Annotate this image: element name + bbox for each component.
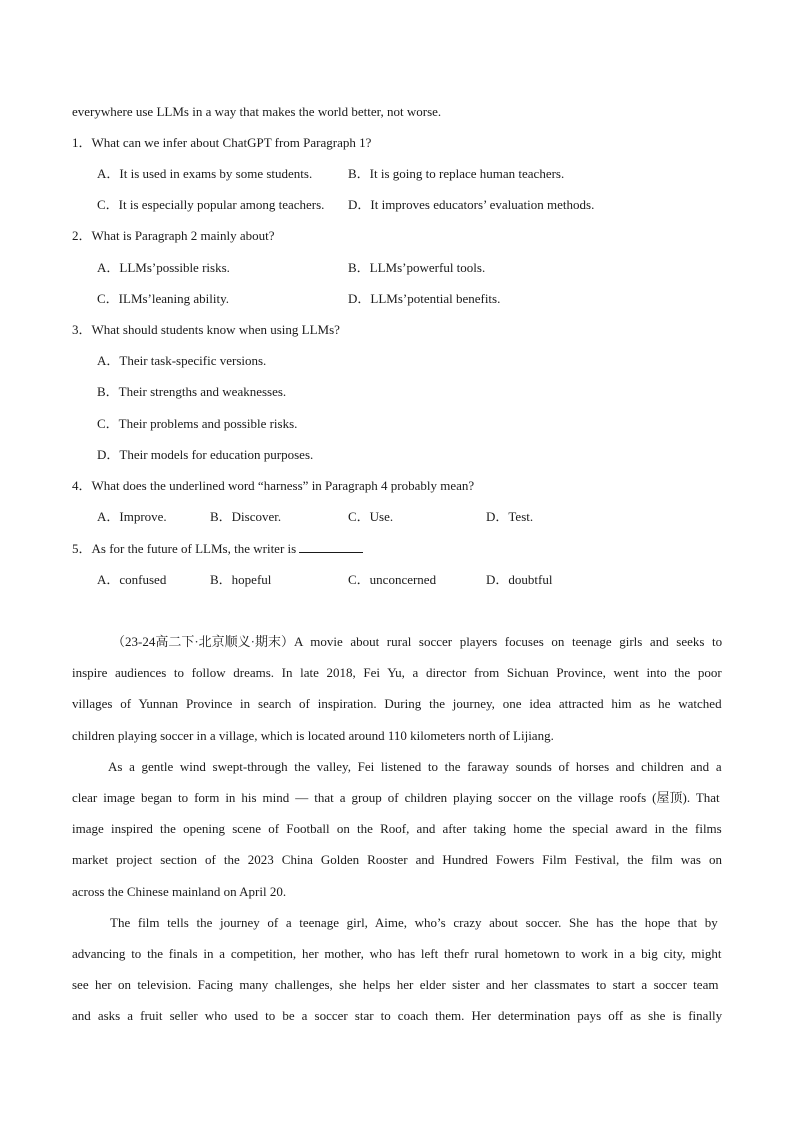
question-3-option-a[interactable]: A．Their task-specific versions. [97,353,267,368]
question-1-option-b[interactable]: B．It is going to replace human teachers. [348,166,565,181]
question-5-stem-text: 5．As for the future of LLMs, the writer is [72,541,297,556]
passage-p2-line-1: As a gentle wind swept-through the valley, Fei listened to the faraway sounds of horses and children and a [108,759,722,774]
passage-p3-line-1: The film tells the journey of a teenage girl, Aime, who’s crazy about soccer. She has the hope that by [110,915,718,930]
question-4-option-a[interactable]: A．Improve. [97,509,167,524]
question-3-option-d[interactable]: D．Their models for education purposes. [97,447,314,462]
passage-p2-line-2: clear image began to form in his mind — that a group of children playing soccer on the village roofs (屋顶). That [72,790,720,805]
passage-p2-line-3: image inspired the opening scene of Football on the Roof, and after taking home the special award in the films [72,821,722,836]
question-3-option-b[interactable]: B．Their strengths and weaknesses. [97,384,287,399]
question-4-stem: 4．What does the underlined word “harness” in Paragraph 4 probably mean? [72,478,475,493]
question-3-stem: 3．What should students know when using LLMs? [72,322,340,337]
passage-p1-line-4: children playing soccer in a village, which is located around 110 kilometers north of Lijiang. [72,728,554,743]
question-5-option-d[interactable]: D．doubtful [486,572,553,587]
passage-p1-line-2: inspire audiences to follow dreams. In late 2018, Fei Yu, a director from Sichuan Province, went into the poor [72,665,722,680]
question-5-option-c[interactable]: C．unconcerned [348,572,437,587]
question-4-option-b[interactable]: B．Discover. [210,509,282,524]
question-3-option-c[interactable]: C．Their problems and possible risks. [97,416,298,431]
question-4-option-c[interactable]: C．Use. [348,509,394,524]
question-5-option-a[interactable]: A．confused [97,572,167,587]
question-2-option-d[interactable]: D．LLMs’potential benefits. [348,291,501,306]
question-1-option-d[interactable]: D．It improves educators’ evaluation methods. [348,197,595,212]
question-2-option-b[interactable]: B．LLMs’powerful tools. [348,260,486,275]
intro-line: everywhere use LLMs in a way that makes the world better, not worse. [72,104,442,119]
passage-p1-line-1: （23-24高二下·北京顺义·期末）A movie about rural soccer players focuses on teenage girls and seeks to [112,634,723,649]
answer-blank[interactable] [299,540,363,553]
question-5-stem [72,540,363,557]
question-1-option-a[interactable]: A．It is used in exams by some students. [97,166,313,181]
passage-p2-line-5: across the Chinese mainland on April 20. [72,884,287,899]
question-4-option-d[interactable]: D．Test. [486,509,534,524]
question-2-option-a[interactable]: A．LLMs’possible risks. [97,260,230,275]
passage-p1-line-3: villages of Yunnan Province in search of inspiration. During the journey, one idea attracted him as he watched [72,696,722,711]
passage-p2-line-4: market project section of the 2023 China Golden Rooster and Hundred Fowers Film Festival, the film was on [72,852,723,867]
passage-p3-line-2: advancing to the finals in a competition, her mother, who has left thefr rural hometown to work in a big city, might [72,946,722,961]
passage-p3-line-3: see her on television. Facing many challenges, she helps her elder sister and her classmates to start a soccer team [72,977,719,992]
passage-p3-line-4: and asks a fruit seller who used to be a soccer star to coach them. Her determination pays off as she is finally [72,1008,723,1023]
question-1-option-c[interactable]: C．It is especially popular among teachers. [97,197,325,212]
question-2-stem: 2．What is Paragraph 2 mainly about? [72,228,275,243]
question-1-stem: 1．What can we infer about ChatGPT from Paragraph 1? [72,135,372,150]
question-2-option-c[interactable]: C．ILMs’leaning ability. [97,291,230,306]
question-5-option-b[interactable]: B．hopeful [210,572,272,587]
